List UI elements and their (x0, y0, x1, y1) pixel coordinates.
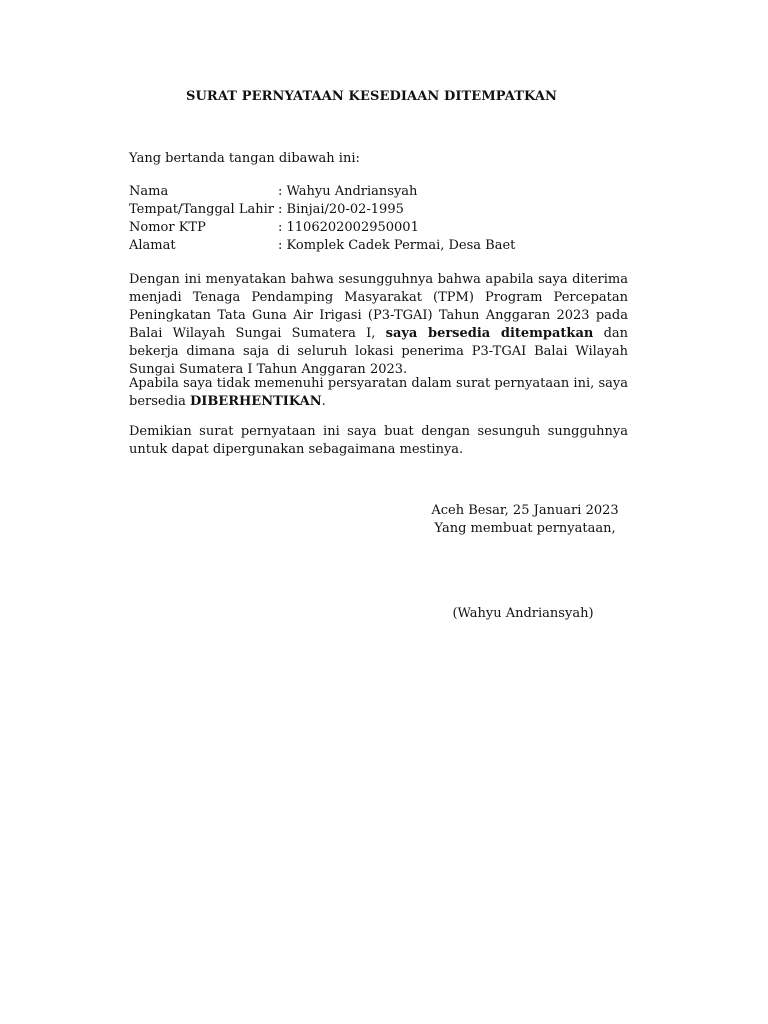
field-label: Alamat (129, 238, 176, 253)
field-row-tempat-tanggal-lahir (129, 201, 609, 219)
signature-role: Yang membuat pernyataan, (434, 521, 616, 536)
condition-text-end: . (321, 394, 326, 409)
statement-paragraph (129, 271, 628, 379)
field-row-alamat (129, 237, 609, 255)
field-value: : Wahyu Andriansyah (278, 184, 418, 199)
document-title: SURAT PERNYATAAN KESEDIAAN DITEMPATKAN (186, 89, 558, 104)
condition-text: Apabila saya tidak memenuhi persyaratan dalam surat pernyataan ini, saya bersedia (129, 376, 628, 409)
closing-paragraph: Demikian surat pernyataan ini saya buat dengan sesunguh sungguhnya untuk dapat dipergunakan sebagaimana mestinya. (129, 424, 628, 457)
field-row-nama (129, 183, 609, 201)
signature-block (420, 502, 630, 538)
signature-place-date: Aceh Besar, 25 Januari 2023 (431, 503, 619, 518)
intro-text: Yang bertanda tangan dibawah ini: (129, 151, 360, 166)
field-row-nomor-ktp (129, 219, 609, 237)
condition-emphasis: DIBERHENTIKAN (189, 394, 322, 409)
statement-emphasis: saya bersedia ditempatkan (385, 326, 594, 341)
field-label: Nama (129, 184, 169, 199)
identity-fields (129, 183, 609, 255)
field-label: Nomor KTP (129, 220, 206, 235)
condition-paragraph (129, 375, 628, 411)
statement-text-end: dan bekerja dimana saja di seluruh lokasi penerima P3-TGAI Balai Wilayah Sungai Sumatera I Tahun Anggaran 2023. (129, 326, 629, 377)
field-value: : Komplek Cadek Permai, Desa Baet (278, 238, 516, 253)
field-label: Tempat/Tanggal Lahir (129, 202, 274, 217)
field-value: : Binjai/20-02-1995 (278, 202, 404, 217)
statement-text: Dengan ini menyatakan bahwa sesungguhnya bahwa apabila saya diterima menjadi Tenaga Pendamping Masyarakat (TPM) Program Percepatan Peningkatan Tata Guna Air Irigasi (P3-TGAI) Tahun Anggaran 2023 pada Balai Wilayah Sungai Sumatera I, (129, 272, 628, 341)
field-value: : 1106202002950001 (278, 220, 419, 235)
signature-name: (Wahyu Andriansyah) (452, 606, 594, 621)
